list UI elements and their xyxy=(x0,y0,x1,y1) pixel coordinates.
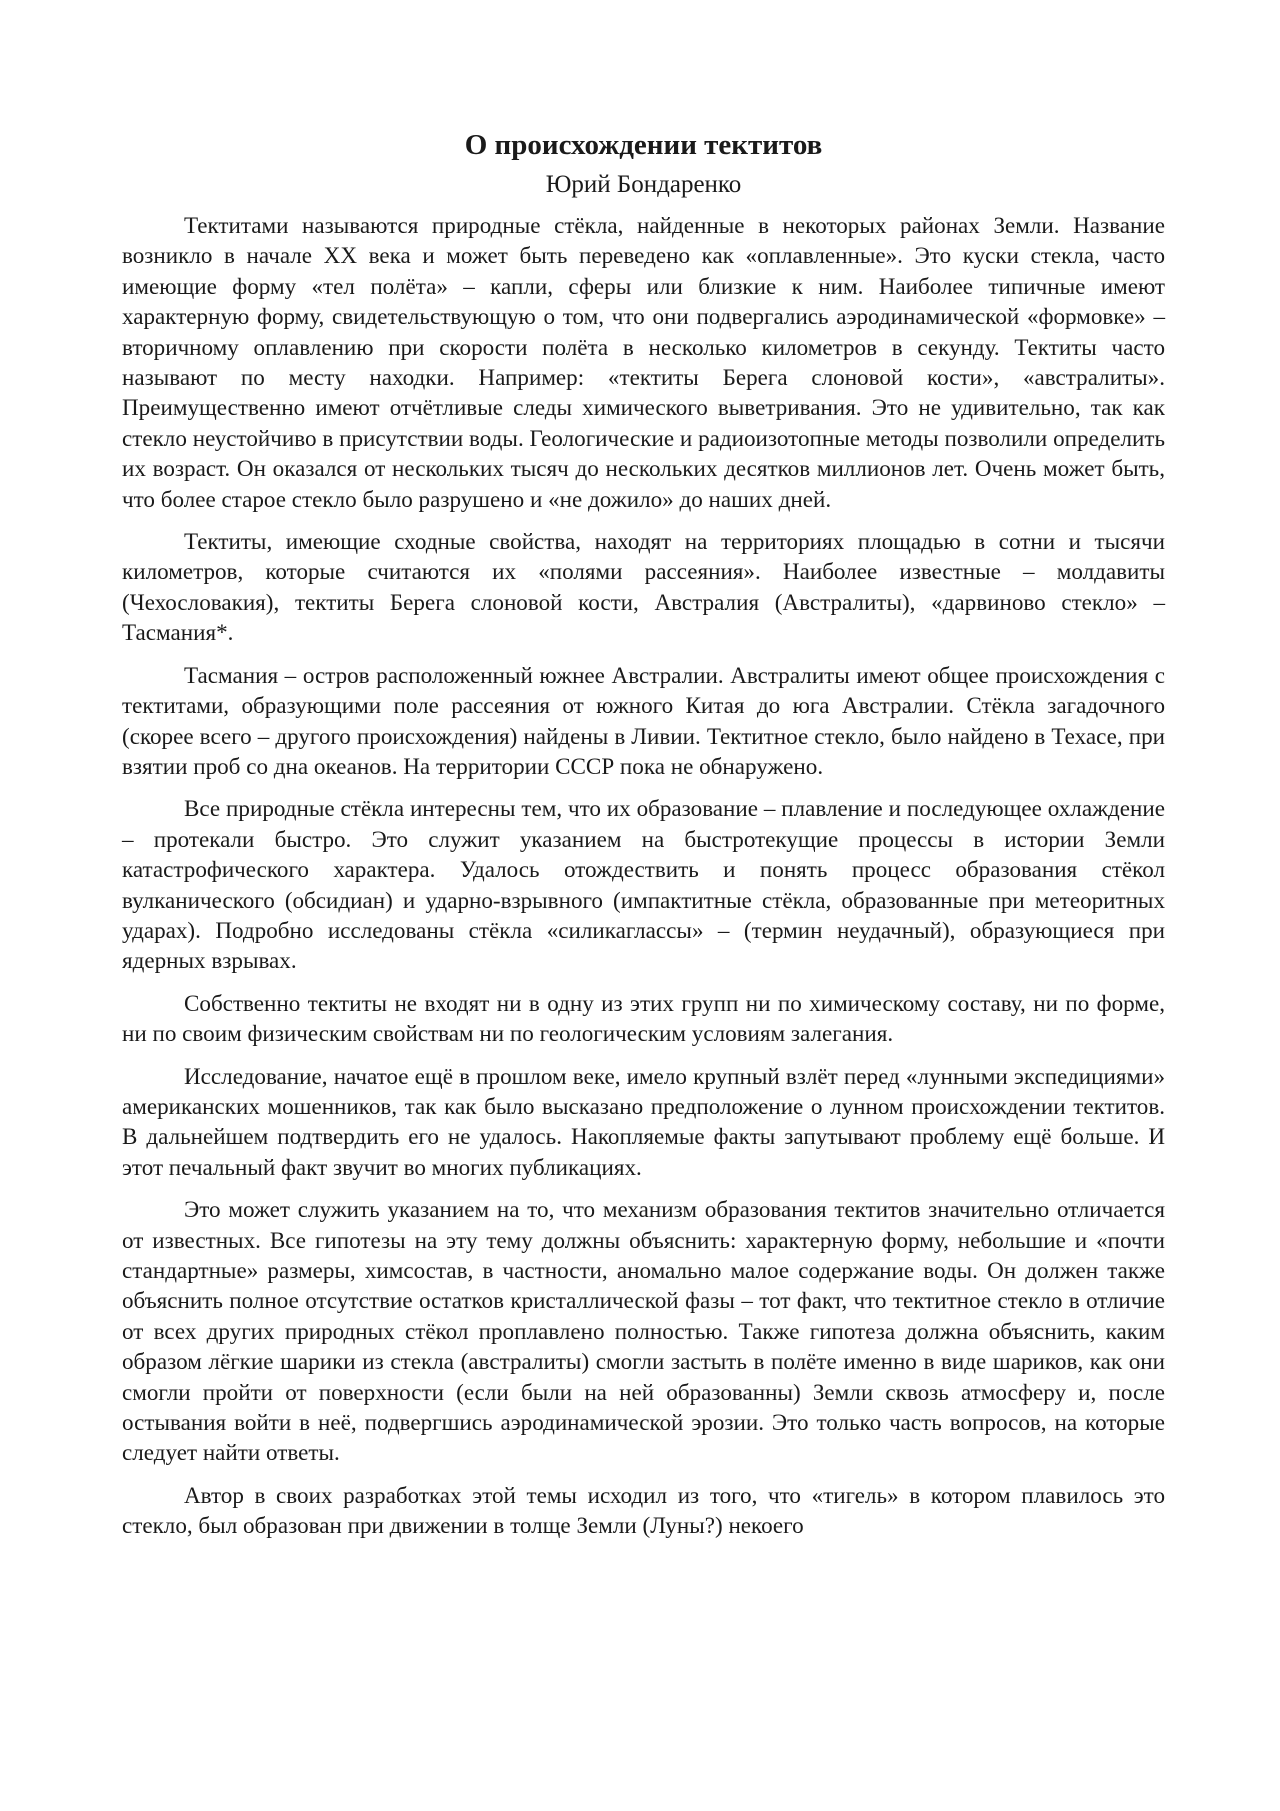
paragraph: Автор в своих разработках этой темы исходил из того, что «тигель» в котором плавилось это стекло, был образован при движении в толще Земли (Луны?) некоего xyxy=(122,1481,1165,1539)
paragraph: Тасмания – остров расположенный южнее Австралии. Австралиты имеют общее происхождения с тектитами, образующими поле рассеяния от южного Китая до юга Австралии. Стёкла загадочного (скорее всего – другого происхождения) найдены в Ливии. Тектитное стекло, было найдено в Техасе, при взятии проб со дна океанов. На территории СССР пока не обнаружено. xyxy=(122,661,1165,779)
paragraph: Тектитами называются природные стёкла, найденные в некоторых районах Земли. Название возникло в начале XX века и может быть переведено как «оплавленные». Это куски стекла, часто имеющие форму «тел полёта» – капли, сферы или близкие к ним. Наиболее типичные имеют характерную форму, свидетельствующую о том, что они подвергались аэродинамической «формовке» – вторичному оплавлению при скорости полёта в несколько километров в секунду. Тектиты часто называют по месту находки. Например: «тектиты Берега слоновой кости», «австралиты». Преимущественно имеют отчётливые следы химического выветривания. Это не удивительно, так как стекло неустойчиво в присутствии воды. Геологические и радиоизотопные методы позволили определить их возраст. Он оказался от нескольких тысяч до нескольких десятков миллионов лет. Очень может быть, что более старое стекло было разрушено и «не дожило» до наших дней. xyxy=(122,212,1165,512)
paragraph: Собственно тектиты не входят ни в одну из этих групп ни по химическому составу, ни по форме, ни по своим физическим свойствам ни по геологическим условиям залегания. xyxy=(122,989,1165,1047)
paragraph: Исследование, начатое ещё в прошлом веке, имело крупный взлёт перед «лунными экспедициями» американских мошенников, так как было высказано предположение о лунном происхождении тектитов. В дальнейшем подтвердить его не удалось. Накопляемые факты запутывают проблему ещё больше. И этот печальный факт звучит во многих публикациях. xyxy=(122,1062,1165,1180)
paragraph: Это может служить указанием на то, что механизм образования тектитов значительно отличается от известных. Все гипотезы на эту тему должны объяснить: характерную форму, небольшие и «почти стандартные» размеры, химсостав, в частности, аномально малое содержание воды. Он должен также объяснить полное отсутствие остатков кристаллической фазы – тот факт, что тектитное стекло в отличие от всех других природных стёкол проплавлено полностью. Также гипотеза должна объяснить, каким образом лёгкие шарики из стекла (австралиты) смогли застыть в полёте именно в виде шариков, как они смогли пройти от поверхности (если были на ней образованны) Земли сквозь атмосферу и, после остывания войти в неё, подвергшись аэродинамической эрозии. Это только часть вопросов, на которые следует найти ответы. xyxy=(122,1196,1165,1466)
author-name: Юрий Бондаренко xyxy=(545,171,742,198)
document-page xyxy=(122,128,1165,1553)
paragraph: Тектиты, имеющие сходные свойства, находят на территориях площадью в сотни и тысячи километров, которые считаются их «полями рассеяния». Наиболее известные – молдавиты (Чехословакия), тектиты Берега слоновой кости, Австралия (Австралиты), «дарвиново стекло» – Тасмания*. xyxy=(122,528,1165,646)
document-title: О происхождении тектитов xyxy=(464,129,823,161)
paragraph: Все природные стёкла интересны тем, что их образование – плавление и последующее охлаждение – протекали быстро. Это служит указанием на быстротекущие процессы в истории Земли катастрофического характера. Удалось отождествить и понять процесс образования стёкол вулканического (обсидиан) и ударно-взрывного (импактитные стёкла, образованные при метеоритных ударах). Подробно исследованы стёкла «силикагласcы» – (термин неудачный), образующиеся при ядерных взрывах. xyxy=(122,795,1165,974)
